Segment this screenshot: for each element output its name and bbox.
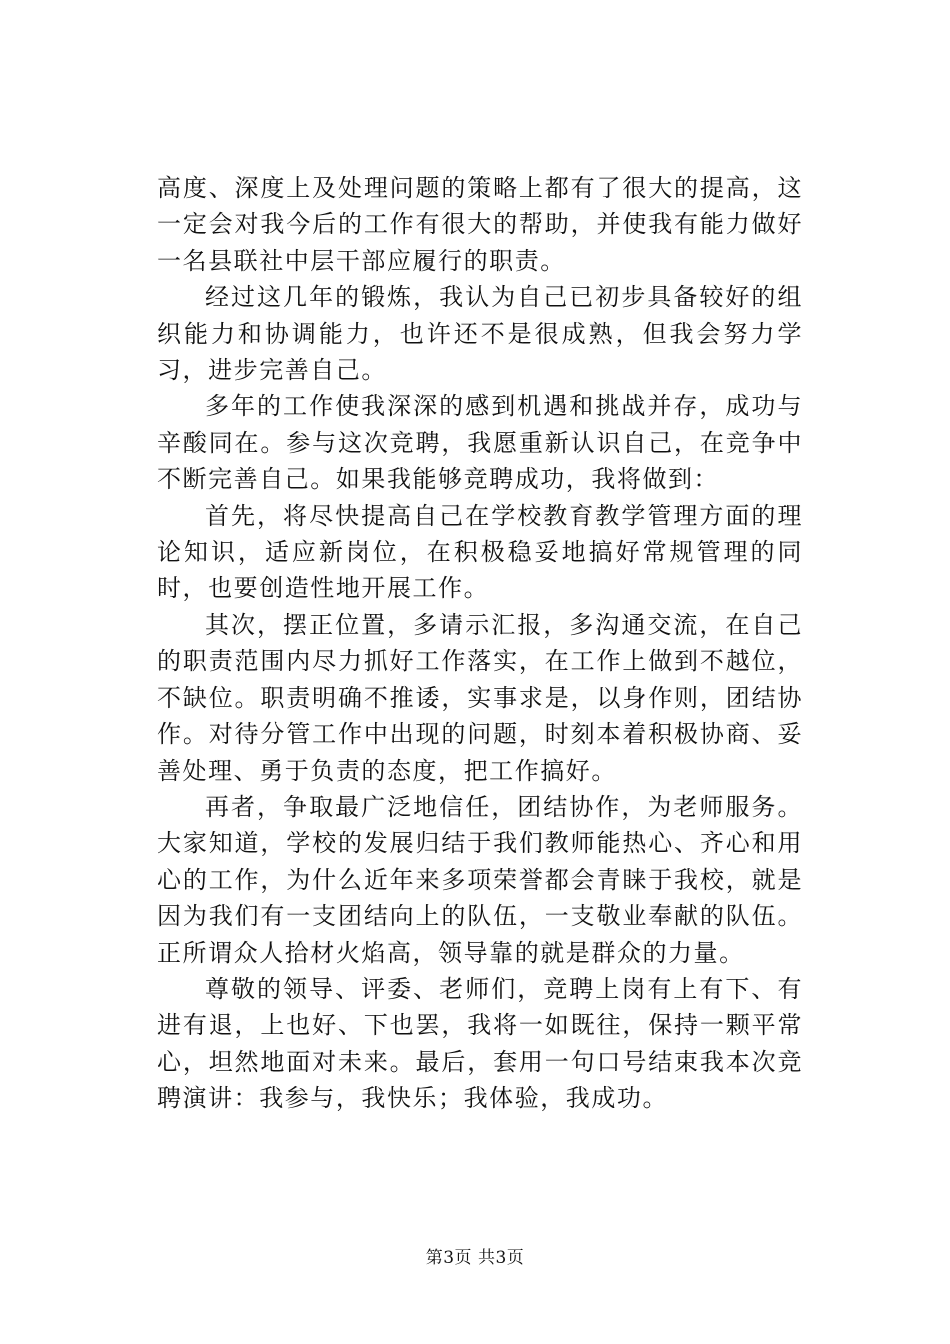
paragraph-second: 其次，摆正位置，多请示汇报，多沟通交流，在自己的职责范围内尽力抓好工作落实，在工作上做到不越位，不缺位。职责明确不推诿，实事求是，以身作则，团结协作。对待分管工作中出现的问题，时刻本着积极协商、妥善处理、勇于负责的态度，把工作搞好。 bbox=[157, 610, 803, 785]
paragraph-opportunity: 多年的工作使我深深的感到机遇和挑战并存，成功与辛酸同在。参与这次竞聘，我愿重新认识自己，在竞争中不断完善自己。如果我能够竞聘成功，我将做到： bbox=[157, 392, 803, 494]
paragraph-abilities: 经过这几年的锻炼，我认为自己已初步具备较好的组织能力和协调能力，也许还不是很成熟，但我会努力学习，进步完善自己。 bbox=[157, 283, 803, 385]
page-number-footer: 第3页 共3页 bbox=[425, 1248, 525, 1268]
paragraph-continuation: 高度、深度上及处理问题的策略上都有了很大的提高，这一定会对我今后的工作有很大的帮助，并使我有能力做好一名县联社中层干部应履行的职责。 bbox=[157, 174, 803, 275]
document-body bbox=[157, 170, 803, 1117]
paragraph-first: 首先，将尽快提高自己在学校教育教学管理方面的理论知识，适应新岗位，在积极稳妥地搞好常规管理的同时，也要创造性地开展工作。 bbox=[157, 501, 803, 603]
paragraph-closing: 尊敬的领导、评委、老师们，竞聘上岗有上有下、有进有退，上也好、下也罢，我将一如既往，保持一颗平常心，坦然地面对未来。最后，套用一句口号结束我本次竞聘演讲：我参与，我快乐；我体验，我成功。 bbox=[157, 974, 803, 1113]
paragraph-third: 再者，争取最广泛地信任，团结协作，为老师服务。大家知道，学校的发展归结于我们教师能热心、齐心和用心的工作，为什么近年来多项荣誉都会青睐于我校，就是因为我们有一支团结向上的队伍，一支敬业奉献的队伍。正所谓众人拾材火焰高，领导靠的就是群众的力量。 bbox=[157, 792, 803, 967]
